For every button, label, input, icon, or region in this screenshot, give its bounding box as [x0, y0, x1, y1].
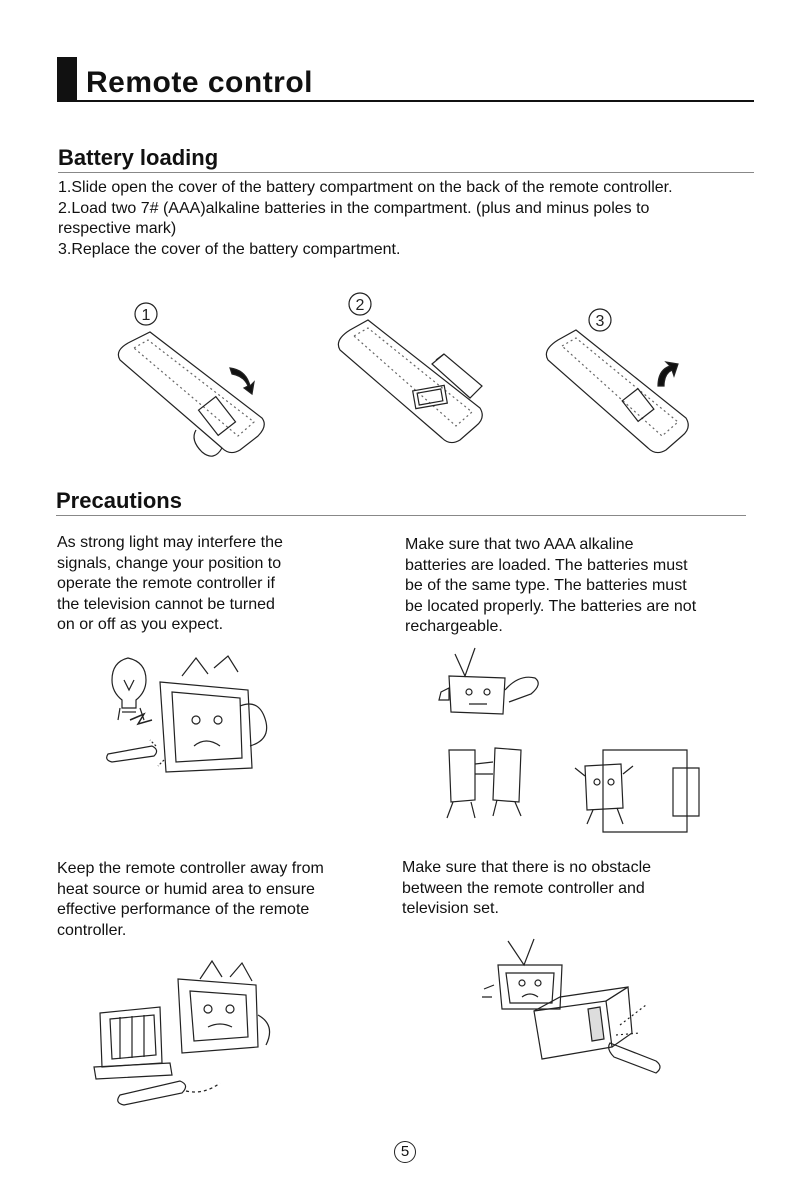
tv-antenna-icon	[455, 648, 475, 676]
figure-3-number: 3	[595, 313, 605, 330]
title-underline	[57, 100, 754, 102]
battery-cell-right	[493, 748, 521, 802]
heater-icon	[100, 1007, 162, 1067]
precaution-light-line-5: on or off as you expect.	[57, 616, 224, 633]
small-tv-icon	[449, 676, 505, 714]
precaution-batteries-text	[405, 535, 696, 638]
obstacle-illustration	[470, 935, 670, 1085]
remote-figure-1	[118, 332, 264, 456]
precautions-heading: Precautions	[56, 488, 182, 513]
precaution-heat-line-2: heat source or humid area to ensure	[57, 880, 315, 898]
precaution-light-line-1: As strong light may interfere the	[57, 534, 283, 551]
page-title: Remote control	[86, 66, 314, 99]
precaution-obstacle-line-2: between the remote controller and	[402, 879, 645, 897]
precaution-light-line-2: signals, change your position to	[57, 554, 282, 572]
precaution-heat-text	[57, 859, 324, 941]
title-marker-bar	[57, 57, 77, 100]
remote-icon-obstacle	[609, 1043, 660, 1073]
step-2: 2.Load two 7# (AAA)alkaline batteries in the compartment. (plus and minus poles to	[58, 199, 650, 217]
battery-cell-left	[449, 750, 475, 802]
battery-loading-rule	[58, 172, 754, 173]
heat-source-illustration	[90, 955, 290, 1110]
confused-battery-icon	[585, 764, 623, 810]
precaution-obstacle-text	[402, 858, 651, 920]
precaution-batteries-line-5: rechargeable.	[405, 618, 503, 635]
step-1: 1.Slide open the cover of the battery compartment on the back of the remote controller.	[58, 179, 673, 196]
precaution-batteries-line-3: be of the same type. The batteries must	[405, 577, 687, 594]
precaution-heat-line-3: effective performance of the remote	[57, 901, 310, 918]
precaution-heat-line-1: Keep the remote controller away from	[57, 860, 324, 877]
precaution-light-line-4: the television cannot be turned	[57, 595, 275, 613]
battery-compartment-icon	[603, 750, 687, 832]
figure-1-number: 1	[141, 307, 151, 324]
light-bulb-icon	[112, 658, 146, 708]
precaution-light-text	[57, 533, 283, 636]
battery-type-illustration	[435, 640, 715, 835]
remote-icon-heat	[118, 1081, 186, 1105]
remote-icon	[107, 746, 157, 762]
strong-light-illustration	[100, 650, 280, 780]
precaution-batteries-line-1: Make sure that two AAA alkaline	[405, 536, 634, 553]
step-2-continued: respective mark)	[58, 220, 177, 237]
precaution-light-line-3: operate the remote controller if	[57, 575, 275, 592]
precautions-rule	[56, 515, 746, 516]
precaution-batteries-line-4: be located properly. The batteries are not	[405, 597, 697, 615]
page-number: 5	[394, 1141, 416, 1163]
precaution-batteries-line-2: batteries are loaded. The batteries must	[405, 556, 688, 574]
tv-antenna-obstacle	[508, 939, 534, 965]
battery-loading-heading: Battery loading	[58, 145, 219, 170]
battery-loading-steps	[58, 178, 673, 260]
precaution-obstacle-line-3: television set.	[402, 900, 499, 917]
tv-hand-shield	[240, 704, 267, 746]
step-3: 3.Replace the cover of the battery compartment.	[58, 240, 401, 258]
precaution-obstacle-line-1: Make sure that there is no obstacle	[402, 859, 652, 876]
battery-loading-illustration	[110, 290, 710, 470]
sweating-tv-icon	[178, 979, 258, 1053]
precaution-heat-line-4: controller.	[57, 921, 127, 939]
figure-2-number: 2	[355, 297, 365, 314]
remote-figure-3	[546, 330, 688, 453]
remote-figure-2	[338, 320, 482, 443]
